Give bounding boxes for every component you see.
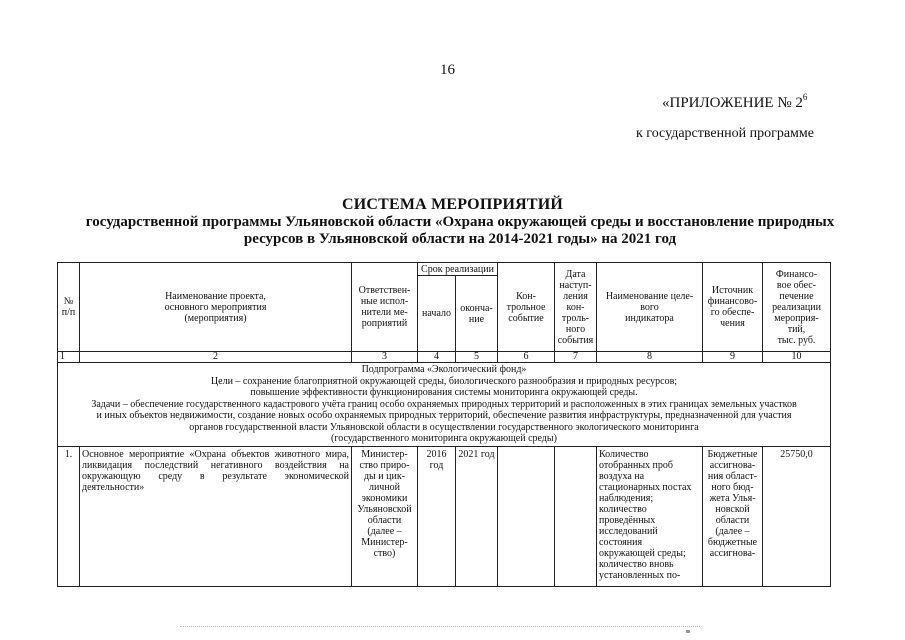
cell-line: ство): [373, 547, 396, 559]
cell-line: трольное: [506, 301, 546, 313]
cell-line: Бюджетные: [707, 448, 758, 460]
header-indicator: [597, 263, 703, 352]
header-start: начало: [418, 276, 456, 352]
column-number-4: 4: [418, 352, 456, 363]
column-number-1: 1: [58, 352, 80, 363]
cell-line: печение: [779, 290, 814, 302]
cell-line: Министер-: [361, 536, 408, 548]
cell-line: ды и цик-: [363, 470, 406, 482]
header-num: [58, 263, 80, 352]
column-number-7: 7: [555, 352, 597, 363]
subprogram-goals-2: повышение эффективности функционирования системы мониторинга окружающей среды.: [250, 387, 638, 398]
cell-line: финансово-: [707, 296, 758, 307]
cell-line: ние: [468, 313, 485, 325]
row-source: [703, 446, 763, 586]
column-number-8: 8: [597, 352, 703, 363]
cell-line: новской: [715, 503, 750, 515]
row-finance: 25750,0: [763, 446, 831, 586]
cell-line: личной: [368, 481, 401, 493]
cell-line: мероприя-: [774, 312, 819, 324]
cell-line: области: [715, 514, 750, 526]
appendix-label: [662, 92, 807, 112]
cell-line: Финансо-: [775, 268, 818, 280]
cell-line: го обеспе-: [710, 307, 755, 318]
cell-line: бюджетные: [707, 536, 758, 548]
cell-line: экономики: [361, 492, 408, 504]
column-number-5: 5: [456, 352, 498, 363]
row-indicator: Количество отобранных проб воздуха на стационарных постах наблюдения; количество проведённых исследований состояния окружающей среды; количество вновь установленных по-: [597, 446, 703, 586]
cell-line: Ульяновской: [357, 503, 412, 515]
header-control-date: [555, 263, 597, 352]
header-period: Срок реализации: [418, 263, 498, 276]
row-name: Основное мероприятие «Охрана объектов животного мира, ликвидация последствий негативного воздействия на окружающую среду в результате экономической деятельности»: [80, 446, 352, 586]
cell-line: области: [367, 514, 402, 526]
row-control-event: [498, 446, 555, 586]
subprogram-tasks-1: Задачи – обеспечение государственного кадастрового учёта границ особо охраняемых природных территорий и расположенных в этих границах земельных участков: [91, 398, 797, 410]
table-row: [58, 446, 831, 586]
header-name: [80, 263, 352, 352]
subprogram-tasks-3: органов государственной власти Ульяновской области в осуществлении государственного экологического мониторинга: [189, 421, 699, 433]
header-row-1: [58, 263, 831, 276]
cell-line: чения: [720, 318, 745, 329]
measures-table: [57, 262, 831, 587]
scan-artifact-line: [180, 626, 700, 628]
column-number-row: [58, 352, 831, 363]
subprogram-tasks-4: (государственного мониторинга окружающей среды): [331, 433, 557, 444]
subtitle-line-1: государственной программы Ульяновской области «Охрана окружающей среды и восстановление природных: [85, 214, 835, 230]
appendix-text: «ПРИЛОЖЕНИЕ № 2: [662, 95, 803, 111]
scan-artifact-mark: [686, 630, 690, 633]
subprogram-name: Подпрограмма «Экологический фонд»: [361, 364, 527, 375]
row-start: 2016 год: [418, 446, 456, 586]
column-number-3: 3: [352, 352, 418, 363]
cell-line: ния област-: [707, 470, 758, 482]
program-reference: к государственной программе: [636, 126, 814, 141]
cell-line: Дата: [565, 268, 586, 280]
cell-line: (мероприятия): [184, 312, 247, 324]
subprogram-cell: [58, 363, 831, 447]
cell-line: Министер-: [361, 448, 408, 460]
column-number-6: 6: [498, 352, 555, 363]
cell-line: Кон-: [516, 290, 536, 302]
header-end: [456, 276, 498, 352]
cell-line: вое обес-: [776, 279, 817, 291]
row-responsible: [352, 446, 418, 586]
subprogram-goals-1: Цели – сохранение благоприятной окружающей среды, биологического разнообразия и природных ресурсов;: [210, 375, 678, 387]
cell-line: нители ме-: [361, 307, 408, 318]
row-end: 2021 год: [456, 446, 498, 586]
column-number-9: 9: [703, 352, 763, 363]
cell-line: событие: [508, 312, 544, 324]
subprogram-tasks-2: и иных объектов недвижимости, создание новых особо охраняемых природных территорий, обеспечение развития инфраструктуры, предназначенной для участия: [96, 410, 792, 421]
cell-line: реализации: [772, 301, 821, 313]
cell-line: основного мероприятия: [164, 301, 267, 313]
cell-line: (далее –: [715, 525, 750, 537]
subprogram-row: [58, 363, 831, 447]
cell-line: тий,: [787, 323, 806, 335]
cell-line: ления: [563, 290, 588, 302]
cell-line: оконча-: [460, 302, 493, 314]
page-number: 16: [440, 62, 455, 78]
cell-line: №: [63, 296, 74, 307]
cell-line: Источник: [711, 285, 754, 296]
row-num: 1.: [58, 446, 80, 586]
cell-line: ство приро-: [359, 459, 410, 471]
cell-line: жета Улья-: [709, 492, 756, 504]
cell-line: ные испол-: [360, 296, 409, 307]
cell-line: тыс. руб.: [777, 334, 816, 346]
cell-line: ного бюд-: [711, 481, 754, 493]
cell-line: наступ-: [559, 279, 592, 291]
document-subtitle: [60, 214, 860, 248]
cell-line: вого: [640, 301, 659, 313]
column-number-2: 2: [80, 352, 352, 363]
header-source: [703, 263, 763, 352]
cell-line: Ответствен-: [358, 285, 411, 296]
cell-line: Наименование целе-: [605, 290, 694, 302]
cell-line: п/п: [61, 307, 76, 318]
appendix-superscript: 6: [802, 92, 808, 102]
cell-line: Наименование проекта,: [165, 290, 266, 302]
header-control-event: [498, 263, 555, 352]
cell-line: события: [557, 334, 594, 346]
header-finance: [763, 263, 831, 352]
cell-line: кон-: [566, 301, 585, 313]
cell-line: троль-: [561, 312, 590, 324]
document-title: СИСТЕМА МЕРОПРИЯТИЙ: [341, 196, 564, 213]
cell-line: ассигнова-: [709, 547, 756, 559]
subtitle-line-2: ресурсов в Ульяновской области на 2014-2021 годы» на 2021 год: [243, 231, 677, 247]
cell-line: роприятий: [361, 318, 408, 329]
cell-line: (далее –: [367, 525, 402, 537]
column-number-10: 10: [763, 352, 831, 363]
cell-line: ассигнова-: [709, 459, 756, 471]
header-responsible: [352, 263, 418, 352]
cell-line: ного: [565, 323, 586, 335]
cell-line: индикатора: [625, 312, 674, 324]
row-control-date: [555, 446, 597, 586]
